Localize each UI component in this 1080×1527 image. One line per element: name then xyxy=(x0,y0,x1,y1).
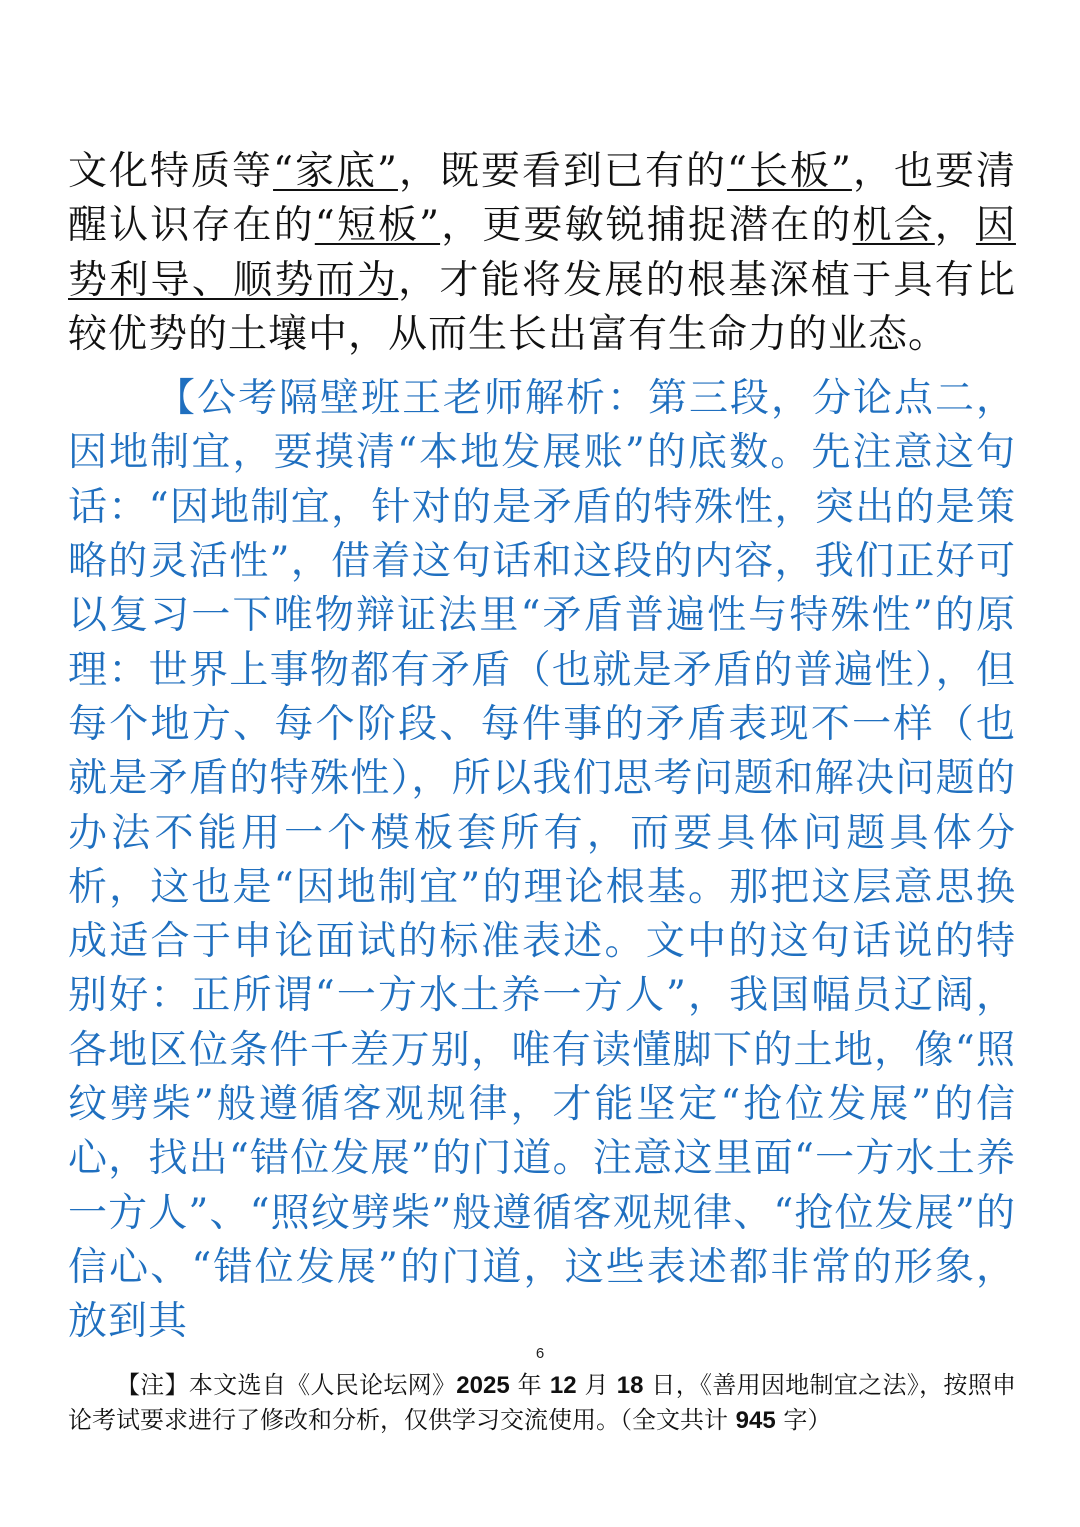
footnote xyxy=(68,1368,1016,1438)
body-text-segment: 文化特质等 xyxy=(68,149,274,194)
underlined-phrase: “长板” xyxy=(727,149,852,194)
body-text-segment: ，更要敏锐捕捉潜在的 xyxy=(440,203,853,249)
document-page xyxy=(68,145,1016,1350)
footnote-text: 字） xyxy=(775,1406,832,1434)
footnote-text: 日，《善用因地制宜之法》，按照申论考试要求进行了修改和分析，仅供学习交流使用。（全文共计 xyxy=(68,1371,1016,1434)
underlined-phrase: “家底” xyxy=(273,149,398,194)
footnote-text: 年 xyxy=(509,1371,550,1399)
body-text-segment: ，也要清醒认识存在的 xyxy=(68,149,1016,249)
footnote-year: 2025 xyxy=(456,1372,510,1399)
footnote-text: 【注】本文选自《人民论坛网》 xyxy=(116,1371,457,1399)
body-text-segment: ，才能将发展的根基深植于具有比较优势的土壤中，从而生长出富有生命力的业态。 xyxy=(68,257,1016,357)
underlined-phrase: “短板” xyxy=(314,203,441,249)
underlined-phrase: 机会 xyxy=(852,203,935,249)
body-text-segment: ，既要看到已有的 xyxy=(397,149,728,194)
body-text-segment: ， xyxy=(934,203,976,249)
underlined-phrase: 因势利导、顺势而为 xyxy=(68,203,1016,303)
footnote-month: 12 xyxy=(549,1372,577,1399)
body-paragraph xyxy=(68,145,1016,362)
footnote-day: 18 xyxy=(616,1372,644,1399)
analysis-paragraph: 【公考隔壁班王老师解析：第三段，分论点二，因地制宜，要摸清“本地发展账”的底数。先注意这句话：“因地制宜，针对的是矛盾的特殊性，突出的是策略的灵活性”，借着这句话和这段的内容，我们正好可以复习一下唯物辩证法里“矛盾普遍性与特殊性”的原理：世界上事物都有矛盾（也就是矛盾的普遍性），但每个地方、每个阶段、每件事的矛盾表现不一样（也就是矛盾的特殊性），所以我们思考问题和解决问题的办法不能用一个模板套所有，而要具体问题具体分析，这也是“因地制宜”的理论根基。那把这层意思换成适合于申论面试的标准表述。文中的这句话说的特别好：正所谓“一方水土养一方人”，我国幅员辽阔，各地区位条件千差万别，唯有读懂脚下的土地，像“照纹劈柴”般遵循客观规律，才能坚定“抢位发展”的信心，找出“错位发展”的门道。注意这里面“一方水土养一方人”、“照纹劈柴”般遵循客观规律、“抢位发展”的信心、“错位发展”的门道，这些表述都非常的形象，放到其 xyxy=(68,376,1016,1345)
page-number: 6 xyxy=(535,1345,545,1362)
footnote-text: 月 xyxy=(576,1371,617,1399)
footnote-word-count: 945 xyxy=(735,1407,776,1434)
